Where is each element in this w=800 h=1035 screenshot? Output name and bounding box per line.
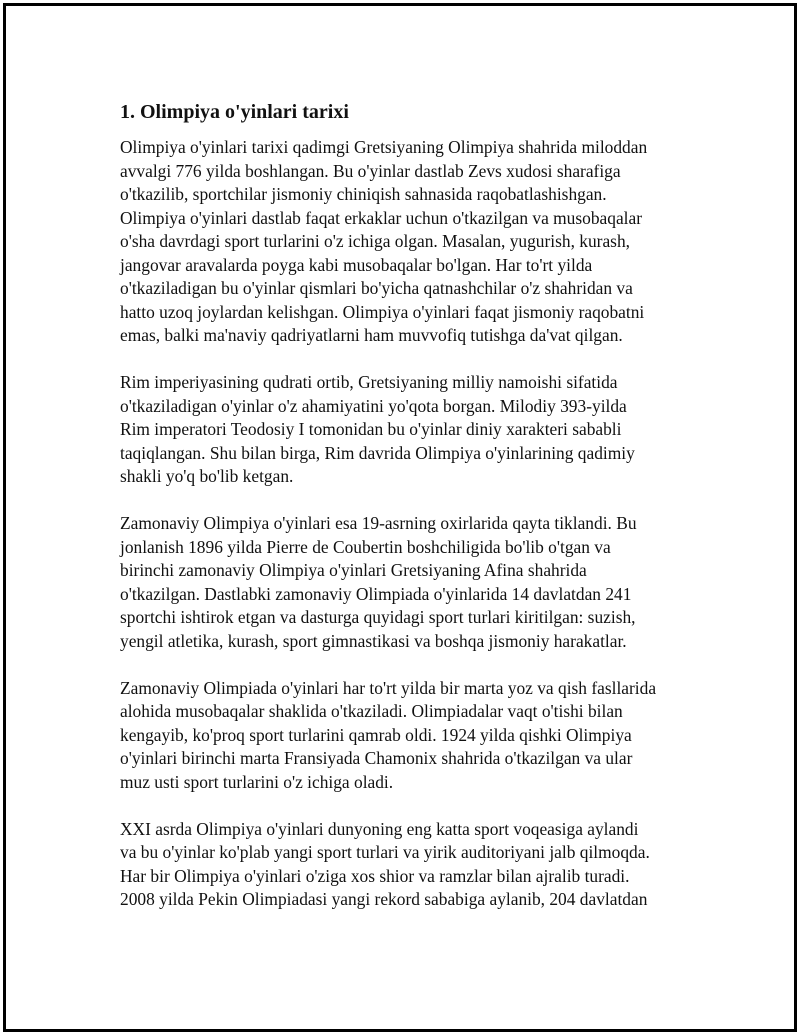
text-line: o'sha davrdagi sport turlarini o'z ichiga olgan. Masalan, yugurish, kurash, <box>120 231 630 251</box>
text-line: birinchi zamonaviy Olimpiya o'yinlari Gretsiyaning Afina shahrida <box>120 560 587 580</box>
text-line: o'tkazilgan. Dastlabki zamonaviy Olimpiada o'yinlarida 14 davlatdan 241 <box>120 583 632 604</box>
paragraph <box>120 371 700 489</box>
text-line: taqiqlangan. Shu bilan birga, Rim davrida Olimpiya o'yinlarining qadimiy <box>120 442 635 463</box>
text-line: Rim imperatori Teodosiy I tomonidan bu o'yinlar diniy xarakteri sababli <box>120 419 622 439</box>
text-line: emas, balki ma'naviy qadriyatlarni ham muvvofiq tutishga da'vat qilgan. <box>120 325 623 345</box>
text-line: XXI asrda Olimpiya o'yinlari dunyoning eng katta sport voqeasiga aylandi <box>120 818 639 839</box>
text-line: 2008 yilda Pekin Olimpiadasi yangi rekord sababiga aylanib, 204 davlatdan <box>120 889 648 909</box>
text-line: jangovar aravalarda poyga kabi musobaqalar bo'lgan. Har to'rt yilda <box>120 254 593 275</box>
text-line: Olimpiya o'yinlari dastlab faqat erkaklar uchun o'tkazilgan va musobaqalar <box>120 207 643 228</box>
text-line: Har bir Olimpiya o'yinlari o'ziga xos shior va ramzlar bilan ajralib turadi. <box>120 865 630 886</box>
text-line: Zamonaviy Olimpiada o'yinlari har to'rt yilda bir marta yoz va qish fasllarida <box>120 677 657 698</box>
text-line: Olimpiya o'yinlari tarixi qadimgi Gretsiyaning Olimpiya shahrida miloddan <box>120 137 648 157</box>
text-line: yengil atletika, kurash, sport gimnastikasi va boshqa jismoniy harakatlar. <box>120 630 627 651</box>
text-line: o'yinlari birinchi marta Fransiyada Chamonix shahrida o'tkazilgan va ular <box>120 748 633 768</box>
text-line: avvalgi 776 yilda boshlangan. Bu o'yinlar dastlab Zevs xudosi sharafiga <box>120 160 621 181</box>
text-line: sportchi ishtirok etgan va dasturga quyidagi sport turlari kiritilgan: suzish, <box>120 607 636 627</box>
text-line: shakli yo'q bo'lib ketgan. <box>120 466 294 486</box>
text-line: muz usti sport turlarini o'z ichiga oladi. <box>120 771 394 792</box>
text-line: va bu o'yinlar ko'plab yangi sport turlari va yirik auditoriyani jalb qilmoqda. <box>120 842 650 862</box>
document-body <box>120 98 700 935</box>
paragraph <box>120 136 700 348</box>
paragraph <box>120 677 700 795</box>
text-line: kengayib, ko'proq sport turlarini qamrab oldi. 1924 yilda qishki Olimpiya <box>120 724 632 745</box>
section-heading: 1. Olimpiya o'yinlari tarixi <box>120 101 349 123</box>
page-frame <box>3 3 797 1032</box>
text-line: hatto uzoq joylardan kelishgan. Olimpiya o'yinlari faqat jismoniy raqobatni <box>120 301 645 322</box>
paragraph <box>120 512 700 653</box>
text-line: Rim imperiyasining qudrati ortib, Gretsiyaning milliy namoishi sifatida <box>120 372 618 392</box>
text-line: Zamonaviy Olimpiya o'yinlari esa 19-asrning oxirlarida qayta tiklandi. Bu <box>120 513 637 533</box>
text-line: alohida musobaqalar shaklida o'tkaziladi. Olimpiadalar vaqt o'tishi bilan <box>120 701 623 721</box>
text-line: jonlanish 1896 yilda Pierre de Coubertin boshchiligida bo'lib o'tgan va <box>120 536 611 557</box>
text-line: o'tkaziladigan o'yinlar o'z ahamiyatini yo'qota borgan. Milodiy 393-yilda <box>120 395 627 416</box>
paragraph <box>120 818 700 912</box>
text-line: o'tkaziladigan bu o'yinlar qismlari bo'yicha qatnashchilar o'z shahridan va <box>120 278 633 298</box>
text-line: o'tkazilib, sportchilar jismoniy chiniqish sahnasida raqobatlashishgan. <box>120 184 607 204</box>
